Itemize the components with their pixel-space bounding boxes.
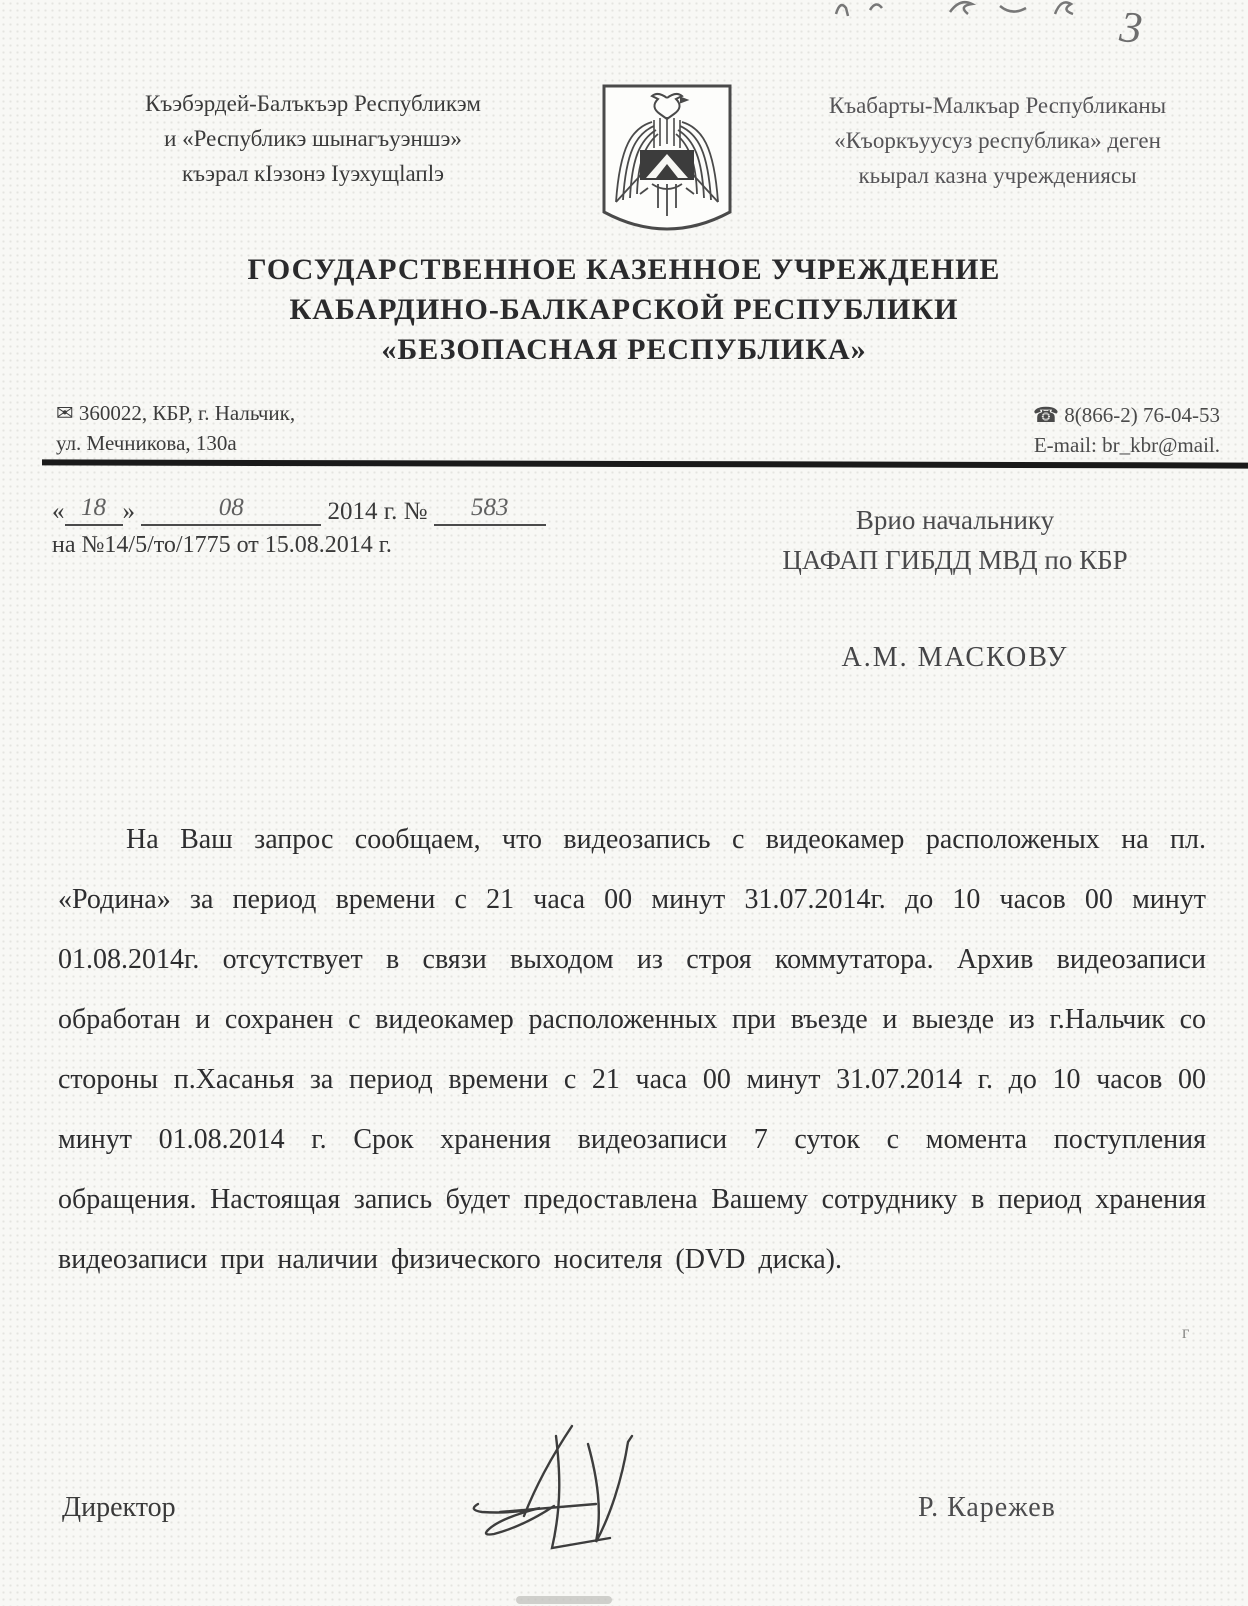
date-number-line [52, 494, 632, 526]
header-left-kabardian [78, 86, 548, 191]
letterhead-divider [42, 459, 1248, 468]
scan-smudge [516, 1596, 612, 1604]
handwritten-note-strokes [830, 0, 1100, 24]
letter-body: На Ваш запрос сообщаем, что видеозапись с видеокамер расположеных на пл. «Родина» за период времени с 21 часа 00 минут 31.07.2014г. до 10 часов 00 минут 01.08.2014г. отсутствует в связи выходом из строя коммутатора. Архив видеозаписи обработан и сохранен с видеокамер расположенных при въезде и выезде из г.Нальчик со стороны п.Хасанья за период времени с 21 часа 00 минут 31.07.2014 г. до 10 часов 00 минут 01.08.2014 г. Срок хранения видеозаписи 7 суток с момента поступления обращения. Настоящая запись будет предоставлена Вашему сотруднику в период хранения видеозаписи при наличии физического носителя (DVD диска). [58, 824, 1206, 1275]
envelope-icon: ✉ [56, 401, 74, 425]
email-address: E-mail: br_kbr@mail. [1033, 433, 1220, 457]
phone-number: 8(866-2) 76-04-53 [1064, 403, 1220, 427]
reference-block [52, 494, 632, 559]
handwritten-month: 08 [141, 494, 321, 526]
address-line1: 360022, КБР, г. Нальчик, [78, 401, 296, 425]
title-line: КАБАРДИНО-БАЛКАРСКОЙ РЕСПУБЛИКИ [289, 293, 959, 326]
handwritten-day: 18 [65, 494, 123, 526]
signer-name: Р. Карежев [918, 1492, 1056, 1523]
handwritten-outgoing-number: 583 [434, 494, 546, 526]
organization-title [0, 250, 1248, 370]
header-left-line: къэрал кIэзонэ Iуэхущlапlэ [182, 161, 444, 186]
recipient-position: Врио начальнику [855, 505, 1055, 535]
emblem-kbr-icon [596, 80, 738, 244]
header-right-line: «Къоркъуусуз республика» деген [834, 128, 1161, 153]
header-right-balkar [770, 88, 1225, 193]
header-right-line: кьырал казна учреждениясы [858, 163, 1137, 188]
header-left-line: Къэбэрдей-Балъкъэр Республикэм [145, 91, 481, 116]
recipient-name: А.М. МАСКОВУ [841, 642, 1069, 673]
phone-email-block [930, 400, 1220, 460]
quote-open: « [52, 498, 65, 525]
quote-close: » [122, 498, 135, 525]
header-left-line: и «Республикэ шынагъуэншэ» [164, 126, 462, 151]
signature-ink [460, 1420, 690, 1570]
handwritten-page-number: 3 [1117, 1, 1145, 54]
phone-icon: ☎ [1032, 403, 1060, 427]
reply-to-line: на №14/5/то/1775 от 15.08.2014 г. [52, 532, 392, 558]
recipient-organization: ЦАФАП ГИБДД МВД по КБР [782, 545, 1128, 575]
stray-scan-mark: г [1182, 1322, 1190, 1342]
title-line: ГОСУДАРСТВЕННОЕ КАЗЕННОЕ УЧРЕЖДЕНИЕ [247, 253, 1001, 286]
postal-address [56, 398, 576, 458]
header-right-line: Къабарты-Малкъар Республиканы [828, 93, 1167, 118]
recipient-block [700, 500, 1210, 678]
title-line: «БЕЗОПАСНАЯ РЕСПУБЛИКА» [381, 333, 867, 366]
address-line2: ул. Мечникова, 130а [56, 431, 237, 455]
signer-position: Директор [62, 1492, 176, 1523]
year-number-label: 2014 г. № [327, 498, 428, 525]
